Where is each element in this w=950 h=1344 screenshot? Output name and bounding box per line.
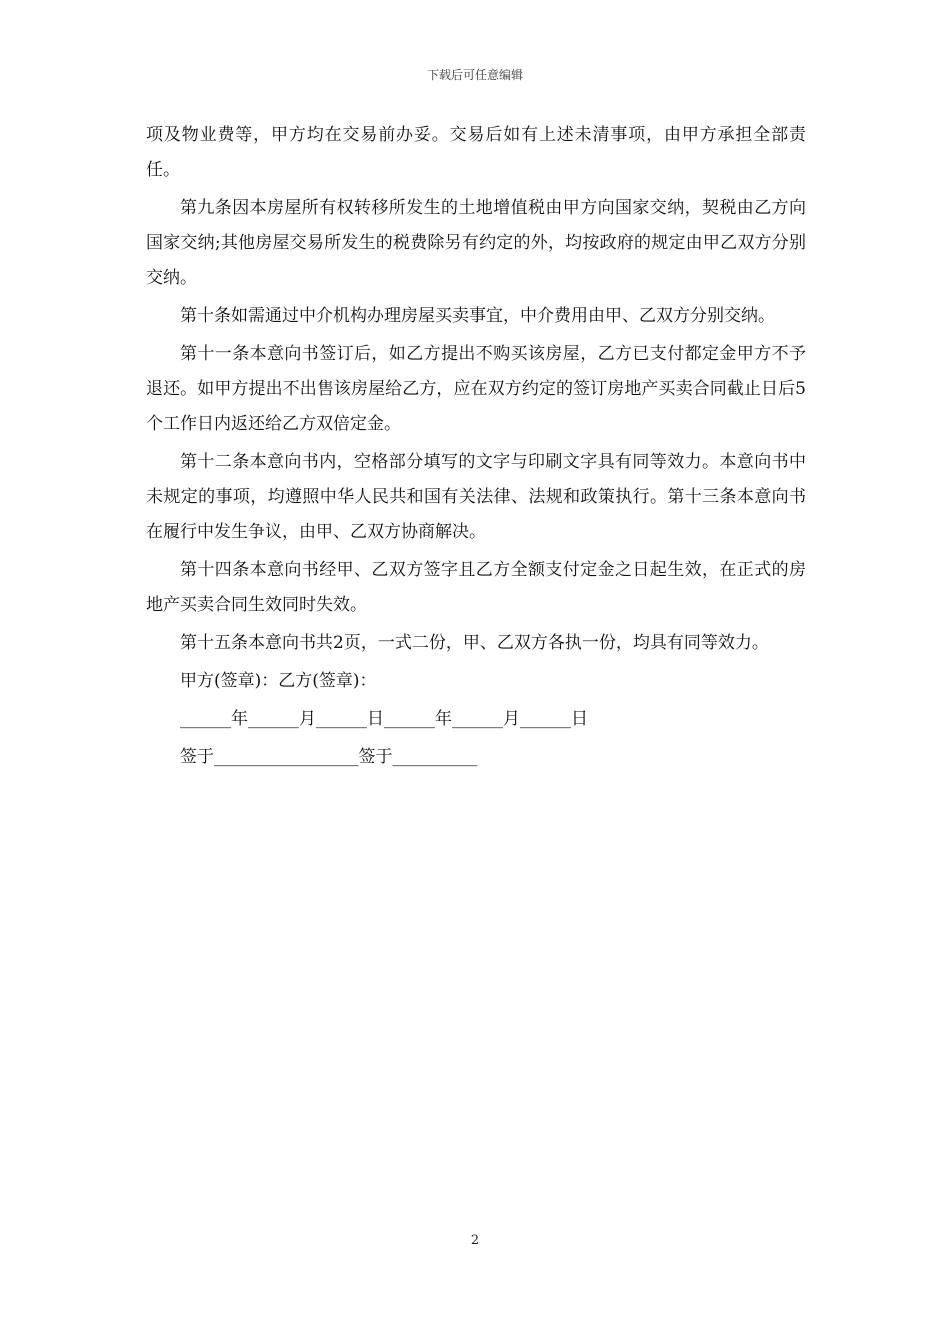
- page-header: 下载后可任意编辑: [426, 68, 523, 82]
- paragraph-article-10: 第十条如需通过中介机构办理房屋买卖事宜，中介费用由甲、乙双方分别交纳。: [180, 306, 775, 326]
- document-body: [146, 118, 806, 778]
- paragraph-article-12-13: 第十二条本意向书内，空格部分填写的文字与印刷文字具有同等效力。本意向书中未规定的事项，均遵照中华人民共和国有关法律、法规和政策执行。第十三条本意向书在履行中发生争议，由甲、乙双方协商解决。: [146, 452, 806, 542]
- paragraph-article-11: 第十一条本意向书签订后，如乙方提出不购买该房屋，乙方已支付都定金甲方不予退还。如甲方提出不出售该房屋给乙方，应在双方约定的签订房地产买卖合同截止日后5个工作日内返还给乙方双倍定金。: [146, 344, 806, 434]
- paragraph-article-9: 第九条因本房屋所有权转移所发生的土地增值税由甲方向国家交纳，契税由乙方向国家交纳;其他房屋交易所发生的税费除另有约定的外，均按政府的规定由甲乙双方分别交纳。: [146, 198, 806, 288]
- signature-places: 签于_________________签于__________: [180, 747, 478, 767]
- paragraph-article-15: 第十五条本意向书共2页，一式二份，甲、乙双方各执一份，均具有同等效力。: [180, 633, 769, 653]
- paragraph-article-14: 第十四条本意向书经甲、乙双方签字且乙方全额支付定金之日起生效，在正式的房地产买卖合同生效同时失效。: [146, 560, 806, 615]
- page-number: 2: [470, 1233, 480, 1248]
- signature-dates: ______年______月______日______年______月______日: [180, 709, 588, 729]
- signature-parties: 甲方(签章)：乙方(签章)：: [180, 671, 377, 691]
- paragraph-continuation: 项及物业费等，甲方均在交易前办妥。交易后如有上述未清事项，由甲方承担全部责任。: [146, 125, 806, 180]
